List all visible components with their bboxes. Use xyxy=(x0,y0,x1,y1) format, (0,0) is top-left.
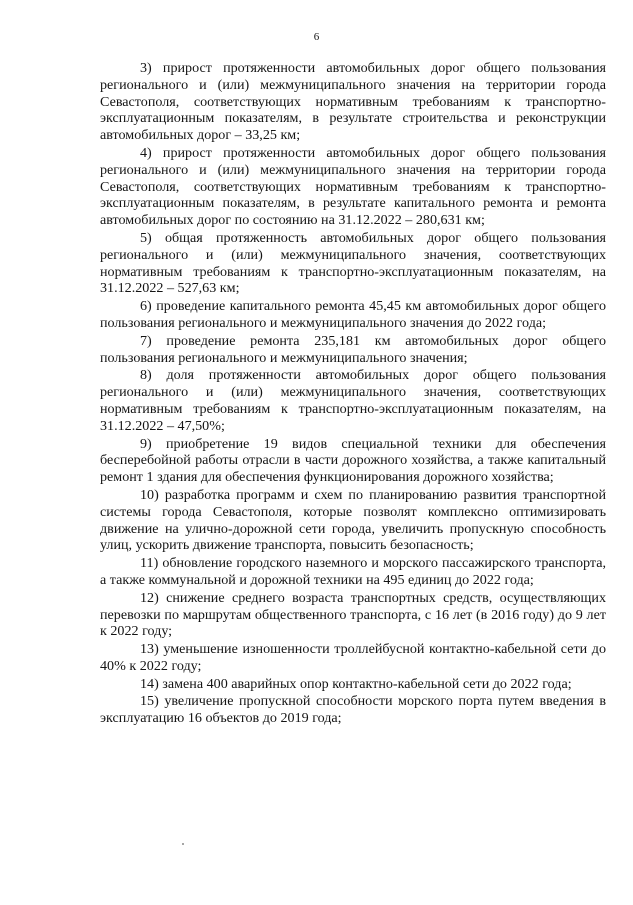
list-item: 14) замена 400 аварийных опор контактно-кабельной сети до 2022 года; xyxy=(140,675,572,692)
list-item: 7) проведение ремонта 235,181 км автомобильных дорог общего пользования регионального и межмуниципального значения; xyxy=(100,332,606,366)
scan-speck xyxy=(182,843,184,845)
list-item: 6) проведение капитального ремонта 45,45 км автомобильных дорог общего пользования регионального и межмуниципального значения до 2022 года; xyxy=(100,298,606,331)
list-item: 10) разработка программ и схем по планированию развития транспортной системы города Севастополя, которые позволят комплексно оптимизировать движение на улично-дорожной сети города, увеличить пропускную способность улиц, ускорить движение транспорта, повысить безопасность; xyxy=(100,486,606,554)
list-item: 4) прирост протяженности автомобильных дорог общего пользования регионального и (или) межмуниципального значения на территории города Севастополя, соответствующих нормативным требованиям к транспортно-эксплуатационным показателям, в результате капитального ремонта и ремонта автомобильных дорог по состоянию на 31.12.2022 – 280,631 км; xyxy=(100,144,606,229)
list-item: 11) обновление городского наземного и морского пассажирского транспорта, а также коммунальной и дорожной техники на 495 единиц до 2022 года; xyxy=(100,555,606,588)
page-number: 6 xyxy=(313,31,320,43)
document-body xyxy=(100,60,606,728)
list-item: 3) прирост протяженности автомобильных дорог общего пользования регионального и (или) межмуниципального значения на территории города Севастополя, соответствующих нормативным требованиям к транспортно-эксплуатационным показателям, в результате строительства и реконструкции автомобильных дорог – 33,25 км; xyxy=(100,60,606,144)
list-item: 5) общая протяженность автомобильных дорог общего пользования регионального и (или) межмуниципального значения, соответствующих нормативным требованиям к транспортно-эксплуатационным показателям, на 31.12.2022 – 527,63 км; xyxy=(100,229,606,297)
list-item: 13) уменьшение изношенности троллейбусной контактно-кабельной сети до 40% к 2022 году; xyxy=(100,641,606,674)
list-item: 9) приобретение 19 видов специальной техники для обеспечения бесперебойной работы отрасли в части дорожного хозяйства, а также капитальный ремонт 1 здания для обеспечения функционирования дорожного хозяйства; xyxy=(100,435,606,486)
list-item: 8) доля протяженности автомобильных дорог общего пользования регионального и (или) межмуниципального значения, соответствующих нормативным требованиям к транспортно-эксплуатационным показателям, на 31.12.2022 – 47,50%; xyxy=(100,367,606,434)
list-item: 12) снижение среднего возраста транспортных средств, осуществляющих перевозки по маршрутам общественного транспорта, с 16 лет (в 2016 году) до 9 лет к 2022 году; xyxy=(100,589,606,640)
list-item: 15) увеличение пропускной способности морского порта путем введения в эксплуатацию 16 объектов до 2019 года; xyxy=(100,693,606,727)
